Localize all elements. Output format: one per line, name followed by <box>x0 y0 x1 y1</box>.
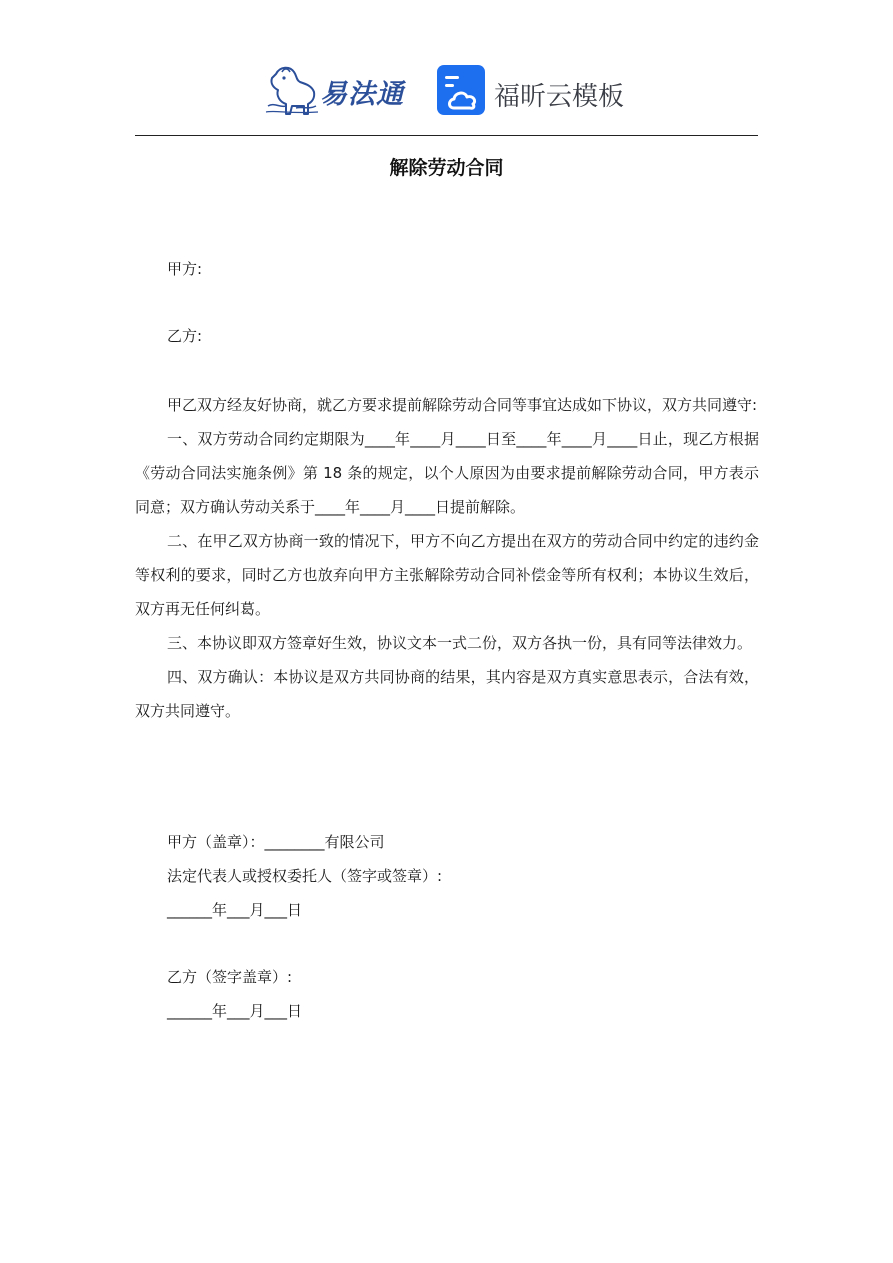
foxit-template-logo-text: 福昕云模板 <box>494 82 625 112</box>
party-b-date-line: ______年___月___日 <box>167 1002 303 1020</box>
agreement-body <box>135 388 759 728</box>
party-a-label: 甲方: <box>167 260 203 278</box>
yifatong-logo-text: 易法通 <box>320 79 404 110</box>
foxit-template-logo <box>436 64 646 118</box>
header-divider <box>135 135 758 136</box>
party-a-representative-line: 法定代表人或授权委托人（签字或签章）: <box>167 867 443 885</box>
party-a-date-line: ______年___月___日 <box>167 901 303 919</box>
yifatong-logo <box>262 62 412 118</box>
document-cloud-icon <box>436 64 488 116</box>
paragraph-clause-1: 一、双方劳动合同约定期限为____年____月____日至____年____月____日止，现乙方根据《劳动合同法实施条例》第 18 条的规定，以个人原因为由要求提前解除劳动合同，甲方表示同意；双方确认劳动关系于____年____月____日提前解除。 <box>135 430 759 516</box>
paragraph-clause-2: 二、在甲乙双方协商一致的情况下，甲方不向乙方提出在双方的劳动合同中约定的违约金等权利的要求，同时乙方也放弃向甲方主张解除劳动合同补偿金等所有权利；本协议生效后，双方再无任何纠葛。 <box>135 532 759 618</box>
paragraph-clause-3: 三、本协议即双方签章好生效，协议文本一式二份，双方各执一份，具有同等法律效力。 <box>167 634 753 652</box>
paragraph-intro: 甲乙双方经友好协商，就乙方要求提前解除劳动合同等事宜达成如下协议，双方共同遵守: <box>167 396 758 414</box>
party-a-seal-line: 甲方（盖章）：________有限公司 <box>167 833 385 851</box>
paragraph-clause-4: 四、双方确认：本协议是双方共同协商的结果，其内容是双方真实意思表示，合法有效，双方共同遵守。 <box>135 668 759 720</box>
party-b-label: 乙方: <box>167 327 203 345</box>
document-title: 解除劳动合同 <box>389 157 504 179</box>
horse-emblem-icon <box>262 62 322 118</box>
header-logos <box>0 58 893 122</box>
party-b-seal-line: 乙方（签字盖章）: <box>167 968 293 986</box>
